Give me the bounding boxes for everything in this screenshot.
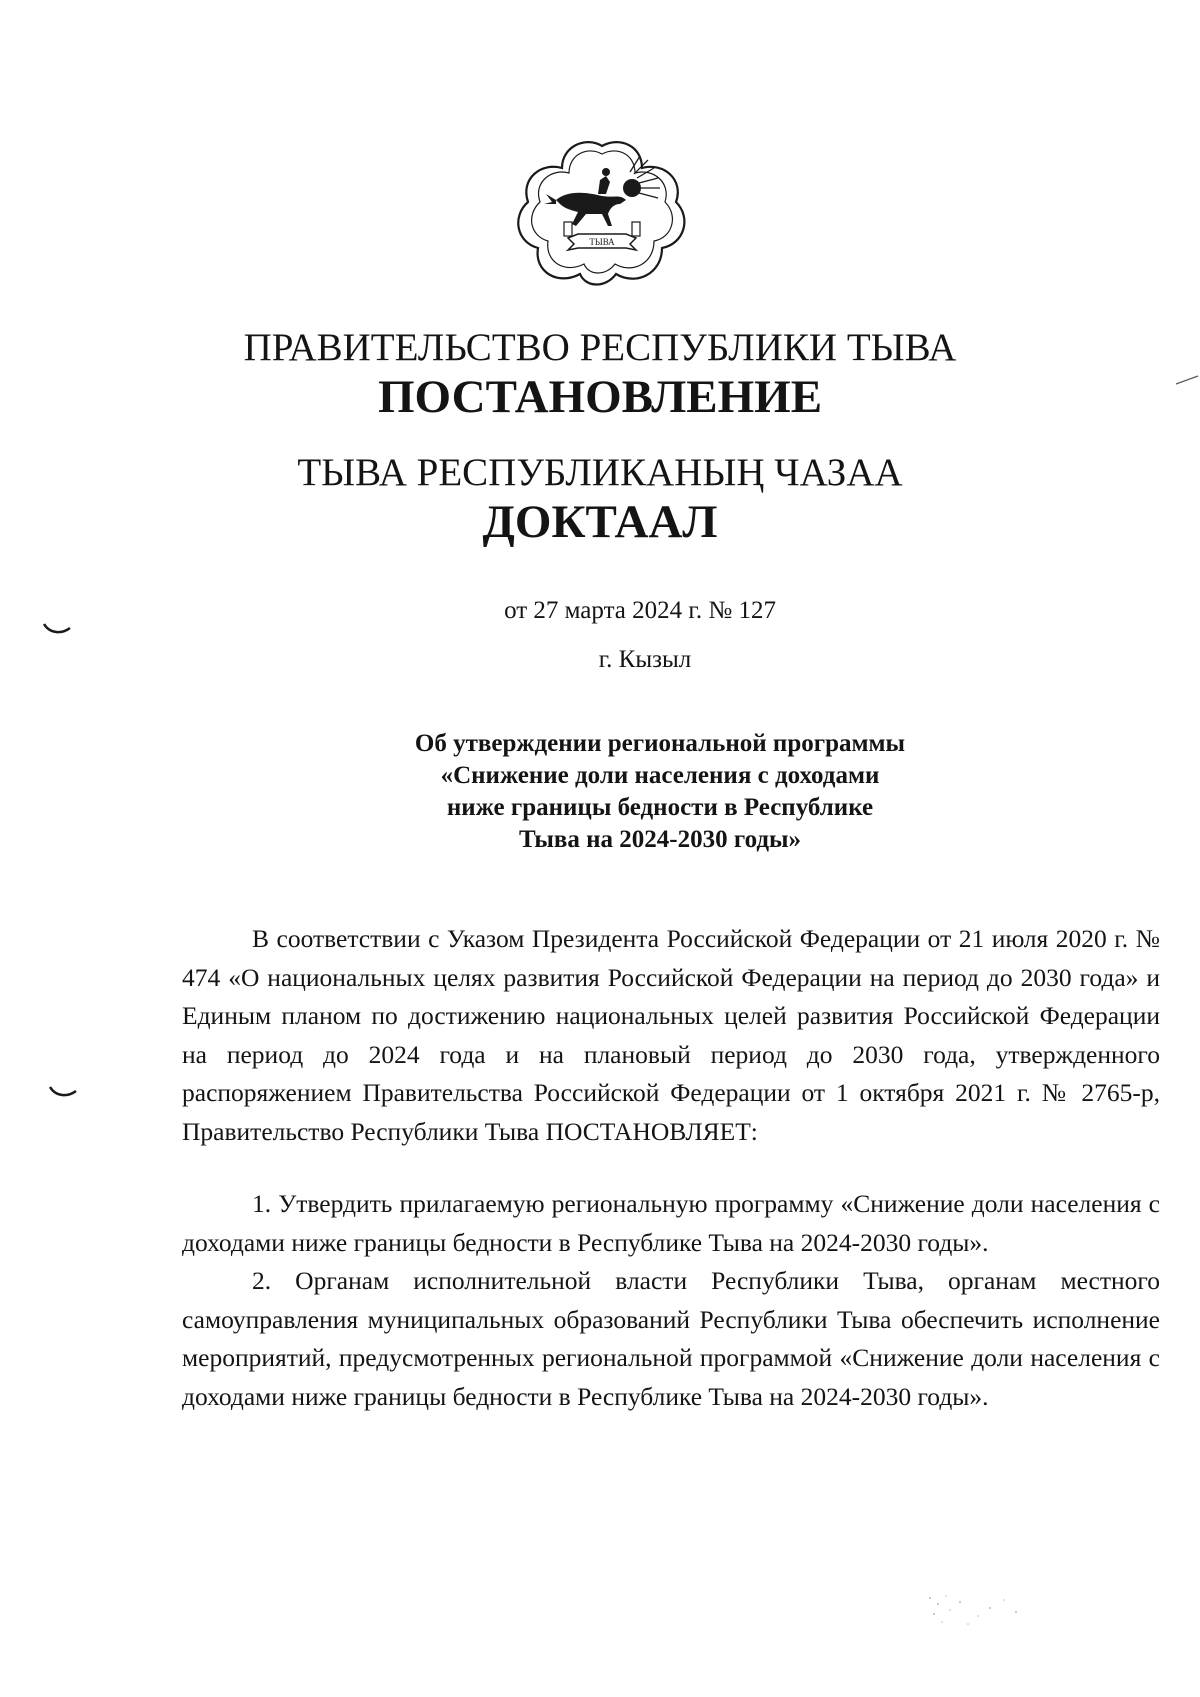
- title-line: ниже границы бедности в Республике: [446, 794, 874, 821]
- title-line: «Снижение доли населения с доходами: [440, 762, 880, 789]
- government-name-ru: ПРАВИТЕЛЬСТВО РЕСПУБЛИКИ ТЫВА: [243, 326, 957, 369]
- clause-1-paragraph: 1. Утвердить прилагаемую региональную программу «Снижение доли населения с доходами ниже границы бедности в Республике Тыва на 2024-2030 годы».: [182, 1189, 1160, 1257]
- scan-artifact-mark: [48, 1085, 78, 1099]
- document-date-number: от 27 марта 2024 г. № 127: [504, 597, 776, 624]
- clause-2-paragraph: 2. Органам исполнительной власти Республики Тыва, органам местного самоуправления муниципальных образований Республики Тыва обеспечить исполнение мероприятий, предусмотренных региональной программой «Снижение доли населения с доходами ниже границы бедности в Республике Тыва на 2024-2030 годы».: [182, 1266, 1160, 1411]
- title-line: Тыва на 2024-2030 годы»: [518, 826, 802, 853]
- preamble-paragraph: В соответствии с Указом Президента Российской Федерации от 21 июля 2020 г. № 474 «О национальных целях развития Российской Федерации на период до 2030 года» и Единым планом по достижению национальных целей развития Российской Федерации на период до 2024 года и на плановый период до 2030 года, утвержденного распоряжением Правительства Российской Федерации от 1 октября 2021 г. № 2765-р, Правительство Республики Тыва ПОСТАНОВЛЯЕТ:: [182, 924, 1160, 1146]
- title-line: Об утверждении региональной программы: [414, 730, 906, 757]
- document-title: [340, 728, 980, 856]
- document-type-tv: ДОКТААЛ: [482, 496, 718, 548]
- svg-text:ТЫВА: ТЫВА: [589, 237, 615, 247]
- tuva-coat-of-arms-icon: [516, 138, 688, 288]
- document-body: [182, 920, 1160, 1416]
- document-city: г. Кызыл: [598, 646, 692, 673]
- scan-dust-specks: [920, 1590, 1040, 1630]
- scan-artifact-mark: [1172, 374, 1200, 388]
- scan-artifact-mark: [42, 622, 72, 636]
- document-type-ru: ПОСТАНОВЛЕНИЕ: [377, 371, 823, 423]
- government-name-tv: ТЫВА РЕСПУБЛИКАНЫҢ ЧАЗАА: [297, 451, 903, 494]
